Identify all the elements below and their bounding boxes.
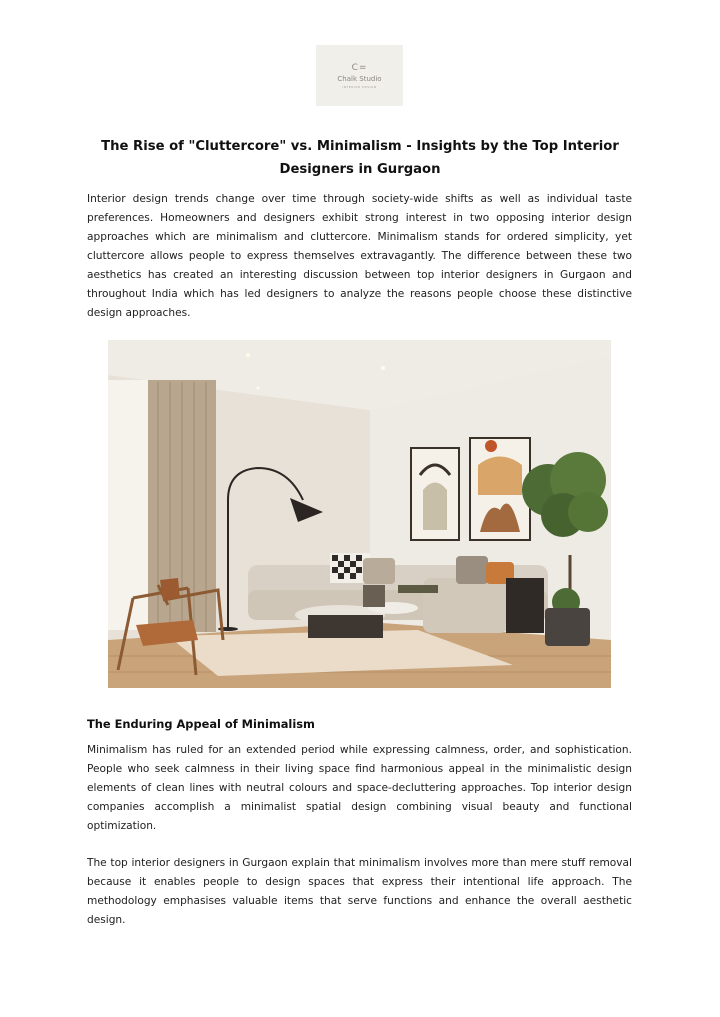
- article-title: The Rise of "Cluttercore" vs. Minimalism - Insights by the Top Interior Designers in Gurgaon: [101, 139, 619, 177]
- intro-paragraph: Interior design trends change over time through society-wide shifts as well as individual taste preferences. Homeowners and designers exhibit strong interest in two opposing interior design approaches which are minimalism and cluttercore. Minimalism stands for ordered simplicity, yet cluttercore allows people to express themselves extravagantly. The difference between these two aesthetics has created an interesting discussion between top interior designers in Gurgaon and throughout India which has led designers to analyze the reasons people choose these distinctive design approaches.: [87, 193, 632, 319]
- minimalism-paragraph-2: The top interior designers in Gurgaon explain that minimalism involves more than mere stuff removal because it enables people to design spaces that express their intentional life approach. The methodology emphasises valuable items that serve functions and enhance the overall aesthetic design.: [87, 857, 632, 926]
- living-room-image: [108, 340, 611, 688]
- logo-name: Chalk Studio: [337, 74, 382, 83]
- section-heading: The Enduring Appeal of Minimalism: [87, 717, 315, 731]
- minimalism-paragraph-1: Minimalism has ruled for an extended period while expressing calmness, order, and sophistication. People who seek calmness in their living space find harmonious appeal in the minimalistic design elements of clean lines with neutral colours and space-decluttering approaches. Top interior design companies accomplish a minimalist spatial design combining visual beauty and functional optimization.: [87, 744, 632, 832]
- logo-tagline: INTERIOR DESIGN: [342, 84, 377, 89]
- logo-mark: C=: [351, 62, 368, 73]
- brand-logo: [316, 45, 403, 106]
